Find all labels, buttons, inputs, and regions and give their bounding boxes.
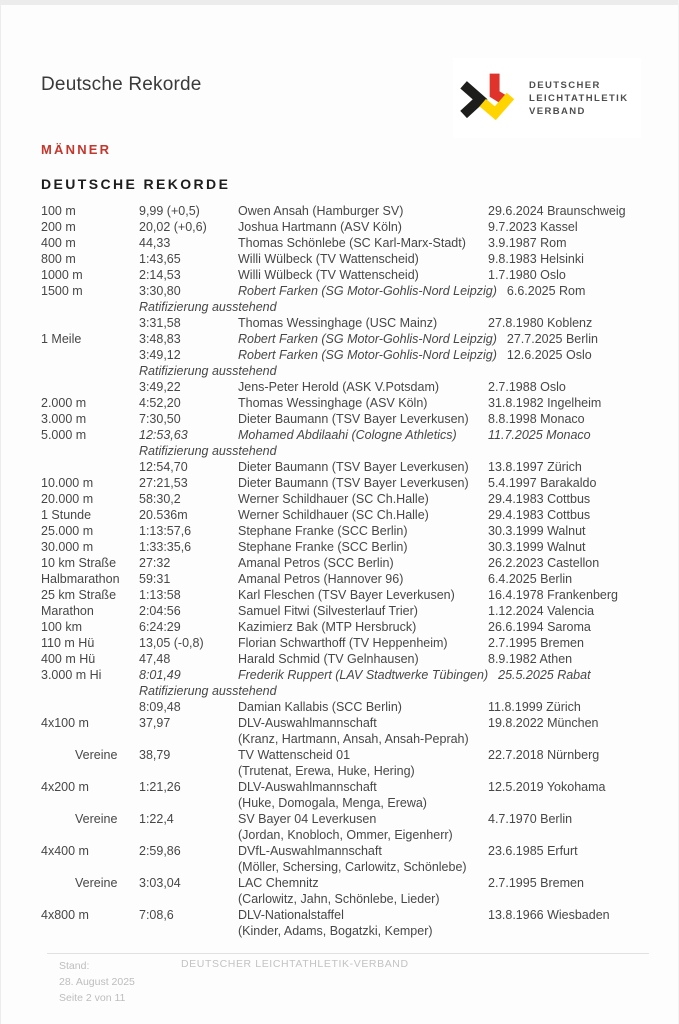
relay-members-row	[41, 795, 661, 811]
date-place-cell: 3.9.1987 Rom	[488, 236, 567, 250]
athlete-cell: SV Bayer 04 Leverkusen	[238, 812, 377, 826]
athlete-cell: Willi Wülbeck (TV Wattenscheid)	[238, 268, 419, 282]
mark-cell: 12:53,63	[139, 428, 188, 442]
event-cell: 100 m	[41, 204, 76, 218]
event-cell: 4x100 m	[41, 716, 89, 730]
mark-cell: 3:31,58	[139, 316, 181, 330]
event-cell: Vereine	[75, 812, 118, 826]
athlete-cell: Thomas Schönlebe (SC Karl-Marx-Stadt)	[238, 236, 466, 250]
ratification-note: Ratifizierung ausstehend	[139, 364, 277, 378]
event-cell: 400 m Hü	[41, 652, 96, 666]
mark-cell: 59:31	[139, 572, 171, 586]
page-title: Deutsche Rekorde	[41, 74, 202, 95]
event-cell: 10.000 m	[41, 476, 94, 490]
record-row	[41, 715, 661, 731]
event-cell: 4x400 m	[41, 844, 89, 858]
mark-cell: 8:01,49	[139, 668, 181, 682]
date-place-cell: 4.7.1970 Berlin	[488, 812, 573, 826]
mark-cell: 2:04:56	[139, 604, 181, 618]
logo-line-3: VERBAND	[529, 105, 586, 117]
event-cell: 1000 m	[41, 268, 83, 282]
event-cell: Marathon	[41, 604, 94, 618]
record-row	[41, 875, 661, 891]
date-place-cell: 29.4.1983 Cottbus	[488, 492, 591, 506]
mark-cell: 9,99 (+0,5)	[139, 204, 200, 218]
mark-cell: 3:30,80	[139, 284, 181, 298]
athlete-cell: Dieter Baumann (TSV Bayer Leverkusen)	[238, 476, 469, 490]
record-row	[41, 843, 661, 859]
date-place-cell: 22.7.2018 Nürnberg	[488, 748, 600, 762]
record-row	[41, 603, 661, 619]
record-row	[41, 251, 661, 267]
date-place-cell: 12.6.2025 Oslo	[506, 348, 592, 362]
footer-status-block	[59, 958, 135, 1006]
logo-line-2: LEICHTATHLETIK	[529, 92, 629, 104]
event-cell: 2.000 m	[41, 396, 87, 410]
record-row	[41, 347, 661, 363]
athlete-cell: Robert Farken (SG Motor-Gohlis-Nord Leipzig)	[238, 284, 497, 298]
ratification-note: Ratifizierung ausstehend	[139, 684, 277, 698]
event-cell: 100 km	[41, 620, 82, 634]
footer-brand: DEUTSCHER LEICHTATHLETIK-VERBAND	[181, 958, 409, 970]
event-cell: 400 m	[41, 236, 76, 250]
relay-members: (Trutenat, Erewa, Huke, Hering)	[238, 764, 415, 778]
record-row	[41, 555, 661, 571]
relay-members: (Möller, Schersing, Carlowitz, Schönlebe)	[238, 860, 467, 874]
event-cell: 1 Meile	[41, 332, 82, 346]
mark-cell: 1:21,26	[139, 780, 181, 794]
mark-cell: 4:52,20	[139, 396, 181, 410]
date-place-cell: 5.4.1997 Barakaldo	[488, 476, 597, 490]
athlete-cell: Stephane Franke (SCC Berlin)	[238, 524, 408, 538]
event-cell	[41, 299, 139, 315]
event-cell: 800 m	[41, 252, 76, 266]
athlete-cell: Robert Farken (SG Motor-Gohlis-Nord Leipzig)	[238, 332, 497, 346]
event-cell: 25.000 m	[41, 524, 94, 538]
record-row	[41, 315, 661, 331]
mark-cell: 6:24:29	[139, 620, 181, 634]
athlete-cell: Joshua Hartmann (ASV Köln)	[238, 220, 402, 234]
date-place-cell: 9.8.1983 Helsinki	[488, 252, 584, 266]
mark-cell: 1:22,4	[139, 812, 174, 826]
event-cell: 3.000 m Hi	[41, 668, 102, 682]
relay-members-row	[41, 763, 661, 779]
athlete-cell: Dieter Baumann (TSV Bayer Leverkusen)	[238, 460, 469, 474]
mark-cell: 20.536m	[139, 508, 188, 522]
mark-cell: 1:33:35,6	[139, 540, 192, 554]
stand-label: Stand:	[59, 960, 90, 972]
relay-members-row	[41, 891, 661, 907]
event-cell: 20.000 m	[41, 492, 94, 506]
date-place-cell: 1.12.2024 Valencia	[488, 604, 595, 618]
date-place-cell: 27.7.2025 Berlin	[506, 332, 598, 346]
mark-cell: 7:30,50	[139, 412, 181, 426]
footer-divider	[47, 953, 649, 954]
ratification-note: Ratifizierung ausstehend	[139, 444, 277, 458]
record-row	[41, 475, 661, 491]
date-place-cell: 16.4.1978 Frankenberg	[488, 588, 618, 602]
date-place-cell: 19.8.2022 München	[488, 716, 599, 730]
record-row	[41, 747, 661, 763]
relay-members-row	[41, 859, 661, 875]
mark-cell: 3:03,04	[139, 876, 181, 890]
athlete-cell: Thomas Wessinghage (USC Mainz)	[238, 316, 438, 330]
mark-cell: 1:13:58	[139, 588, 181, 602]
record-row	[41, 203, 661, 219]
record-row	[41, 507, 661, 523]
athlete-cell: Kazimierz Bak (MTP Hersbruck)	[238, 620, 417, 634]
date-place-cell: 30.3.1999 Walnut	[488, 540, 586, 554]
event-cell: 1500 m	[41, 284, 83, 298]
event-cell	[41, 379, 139, 395]
mark-cell: 58:30,2	[139, 492, 181, 506]
event-cell: 3.000 m	[41, 412, 87, 426]
date-place-cell: 25.5.2025 Rabat	[498, 668, 591, 682]
mark-cell: 44,33	[139, 236, 171, 250]
event-cell	[41, 459, 139, 475]
athlete-cell: DLV-Nationalstaffel	[238, 908, 344, 922]
record-row	[41, 235, 661, 251]
date-place-cell: 2.7.1995 Bremen	[488, 636, 584, 650]
mark-cell: 20,02 (+0,6)	[139, 220, 207, 234]
logo-line-1: DEUTSCHER	[529, 79, 601, 91]
mark-cell: 1:43,65	[139, 252, 181, 266]
athlete-cell: Karl Fleschen (TSV Bayer Leverkusen)	[238, 588, 455, 602]
record-row	[41, 379, 661, 395]
relay-members: (Kranz, Hartmann, Ansah, Ansah-Peprah)	[238, 732, 469, 746]
ratification-note-row	[41, 363, 661, 379]
date-place-cell: 27.8.1980 Koblenz	[488, 316, 593, 330]
athlete-cell: Dieter Baumann (TSV Bayer Leverkusen)	[238, 412, 469, 426]
athlete-cell: Jens-Peter Herold (ASK V.Potsdam)	[238, 380, 440, 394]
record-row	[41, 331, 661, 347]
date-place-cell: 6.6.2025 Rom	[506, 284, 586, 298]
athlete-cell: LAC Chemnitz	[238, 876, 319, 890]
mark-cell: 8:09,48	[139, 700, 181, 714]
date-place-cell: 30.3.1999 Walnut	[488, 524, 586, 538]
relay-members-row	[41, 827, 661, 843]
athlete-cell: Stephane Franke (SCC Berlin)	[238, 540, 408, 554]
event-cell: Vereine	[75, 876, 118, 890]
mark-cell: 7:08,6	[139, 908, 174, 922]
gender-section-label: MÄNNER	[41, 142, 112, 157]
date-place-cell: 31.8.1982 Ingelheim	[488, 396, 602, 410]
mark-cell: 13,05 (-0,8)	[139, 636, 204, 650]
date-place-cell: 2.7.1995 Bremen	[488, 876, 584, 890]
record-row	[41, 571, 661, 587]
records-section-title: DEUTSCHE REKORDE	[41, 176, 231, 192]
mark-cell: 27:21,53	[139, 476, 188, 490]
event-cell: 25 km Straße	[41, 588, 117, 602]
mark-cell: 38,79	[139, 748, 171, 762]
relay-members: (Kinder, Adams, Bogatzki, Kemper)	[238, 924, 433, 938]
athlete-cell: Willi Wülbeck (TV Wattenscheid)	[238, 252, 419, 266]
record-row	[41, 395, 661, 411]
ratification-note-row	[41, 683, 661, 699]
relay-members: (Jordan, Knobloch, Ommer, Eigenherr)	[238, 828, 453, 842]
record-row	[41, 667, 661, 683]
athlete-cell: Thomas Wessinghage (ASV Köln)	[238, 396, 428, 410]
event-cell	[41, 699, 139, 715]
athlete-cell: DLV-Auswahlmannschaft	[238, 780, 377, 794]
mark-cell: 2:59,86	[139, 844, 181, 858]
record-row	[41, 219, 661, 235]
date-place-cell: 8.9.1982 Athen	[488, 652, 573, 666]
records-table	[41, 203, 661, 939]
record-row	[41, 635, 661, 651]
relay-members: (Carlowitz, Jahn, Schönlebe, Lieder)	[238, 892, 440, 906]
record-row	[41, 283, 661, 299]
event-cell: Vereine	[75, 748, 118, 762]
page-top-edge	[1, 0, 678, 5]
record-row	[41, 267, 661, 283]
relay-members: (Huke, Domogala, Menga, Erewa)	[238, 796, 427, 810]
mark-cell: 3:49,22	[139, 380, 181, 394]
event-cell	[41, 347, 139, 363]
mark-cell: 37,97	[139, 716, 171, 730]
mark-cell: 27:32	[139, 556, 171, 570]
date-place-cell: 2.7.1988 Oslo	[488, 380, 566, 394]
date-place-cell: 26.6.1994 Saroma	[488, 620, 591, 634]
dlv-logo-wordmark	[529, 79, 628, 118]
record-row	[41, 699, 661, 715]
record-row	[41, 427, 661, 443]
stand-date: 28. August 2025	[59, 976, 135, 988]
record-row	[41, 651, 661, 667]
date-place-cell: 11.7.2025 Monaco	[488, 428, 591, 442]
event-cell: 110 m Hü	[41, 636, 95, 650]
record-row	[41, 523, 661, 539]
date-place-cell: 26.2.2023 Castellon	[488, 556, 600, 570]
athlete-cell: Harald Schmid (TV Gelnhausen)	[238, 652, 419, 666]
mark-cell: 3:48,83	[139, 332, 181, 346]
mark-cell: 2:14,53	[139, 268, 181, 282]
date-place-cell: 8.8.1998 Monaco	[488, 412, 585, 426]
record-row	[41, 811, 661, 827]
record-row	[41, 539, 661, 555]
ratification-note: Ratifizierung ausstehend	[139, 300, 277, 314]
event-cell: 30.000 m	[41, 540, 94, 554]
record-row	[41, 907, 661, 923]
athlete-cell: Florian Schwarthoff (TV Heppenheim)	[238, 636, 448, 650]
date-place-cell: 12.5.2019 Yokohama	[488, 780, 606, 794]
athlete-cell: Frederik Ruppert (LAV Stadtwerke Tübingen)	[238, 668, 489, 682]
athlete-cell: Owen Ansah (Hamburger SV)	[238, 204, 404, 218]
dlv-logo	[453, 58, 641, 138]
record-row	[41, 459, 661, 475]
athlete-cell: Robert Farken (SG Motor-Gohlis-Nord Leipzig)	[238, 348, 497, 362]
athlete-cell: Amanal Petros (Hannover 96)	[238, 572, 404, 586]
athlete-cell: DLV-Auswahlmannschaft	[238, 716, 377, 730]
date-place-cell: 29.6.2024 Braunschweig	[488, 204, 626, 218]
mark-cell: 1:13:57,6	[139, 524, 192, 538]
athlete-cell: TV Wattenscheid 01	[238, 748, 351, 762]
dlv-logo-icon	[457, 65, 523, 131]
date-place-cell: 9.7.2023 Kassel	[488, 220, 578, 234]
mark-cell: 47,48	[139, 652, 171, 666]
record-row	[41, 411, 661, 427]
athlete-cell: Amanal Petros (SCC Berlin)	[238, 556, 394, 570]
date-place-cell: 13.8.1997 Zürich	[488, 460, 582, 474]
event-cell	[41, 683, 139, 699]
athlete-cell: Werner Schildhauer (SC Ch.Halle)	[238, 492, 429, 506]
athlete-cell: Werner Schildhauer (SC Ch.Halle)	[238, 508, 429, 522]
ratification-note-row	[41, 443, 661, 459]
mark-cell: 12:54,70	[139, 460, 188, 474]
event-cell: 200 m	[41, 220, 76, 234]
event-cell	[41, 443, 139, 459]
athlete-cell: DVfL-Auswahlmannschaft	[238, 844, 382, 858]
relay-members-row	[41, 731, 661, 747]
event-cell	[41, 315, 139, 331]
date-place-cell: 23.6.1985 Erfurt	[488, 844, 578, 858]
record-row	[41, 779, 661, 795]
date-place-cell: 1.7.1980 Oslo	[488, 268, 566, 282]
athlete-cell: Samuel Fitwi (Silvesterlauf Trier)	[238, 604, 418, 618]
date-place-cell: 6.4.2025 Berlin	[488, 572, 573, 586]
relay-members-row	[41, 923, 661, 939]
date-place-cell: 29.4.1983 Cottbus	[488, 508, 591, 522]
event-cell: 4x200 m	[41, 780, 89, 794]
page-number: Seite 2 von 11	[59, 992, 126, 1004]
mark-cell: 3:49,12	[139, 348, 181, 362]
event-cell: 4x800 m	[41, 908, 89, 922]
record-row	[41, 619, 661, 635]
event-cell: 10 km Straße	[41, 556, 117, 570]
record-row	[41, 587, 661, 603]
event-cell	[41, 363, 139, 379]
event-cell: 5.000 m	[41, 428, 87, 442]
event-cell: Halbmarathon	[41, 572, 120, 586]
record-row	[41, 491, 661, 507]
date-place-cell: 11.8.1999 Zürich	[488, 700, 581, 714]
athlete-cell: Mohamed Abdilaahi (Cologne Athletics)	[238, 428, 457, 442]
athlete-cell: Damian Kallabis (SCC Berlin)	[238, 700, 402, 714]
date-place-cell: 13.8.1966 Wiesbaden	[488, 908, 610, 922]
event-cell: 1 Stunde	[41, 508, 92, 522]
ratification-note-row	[41, 299, 661, 315]
